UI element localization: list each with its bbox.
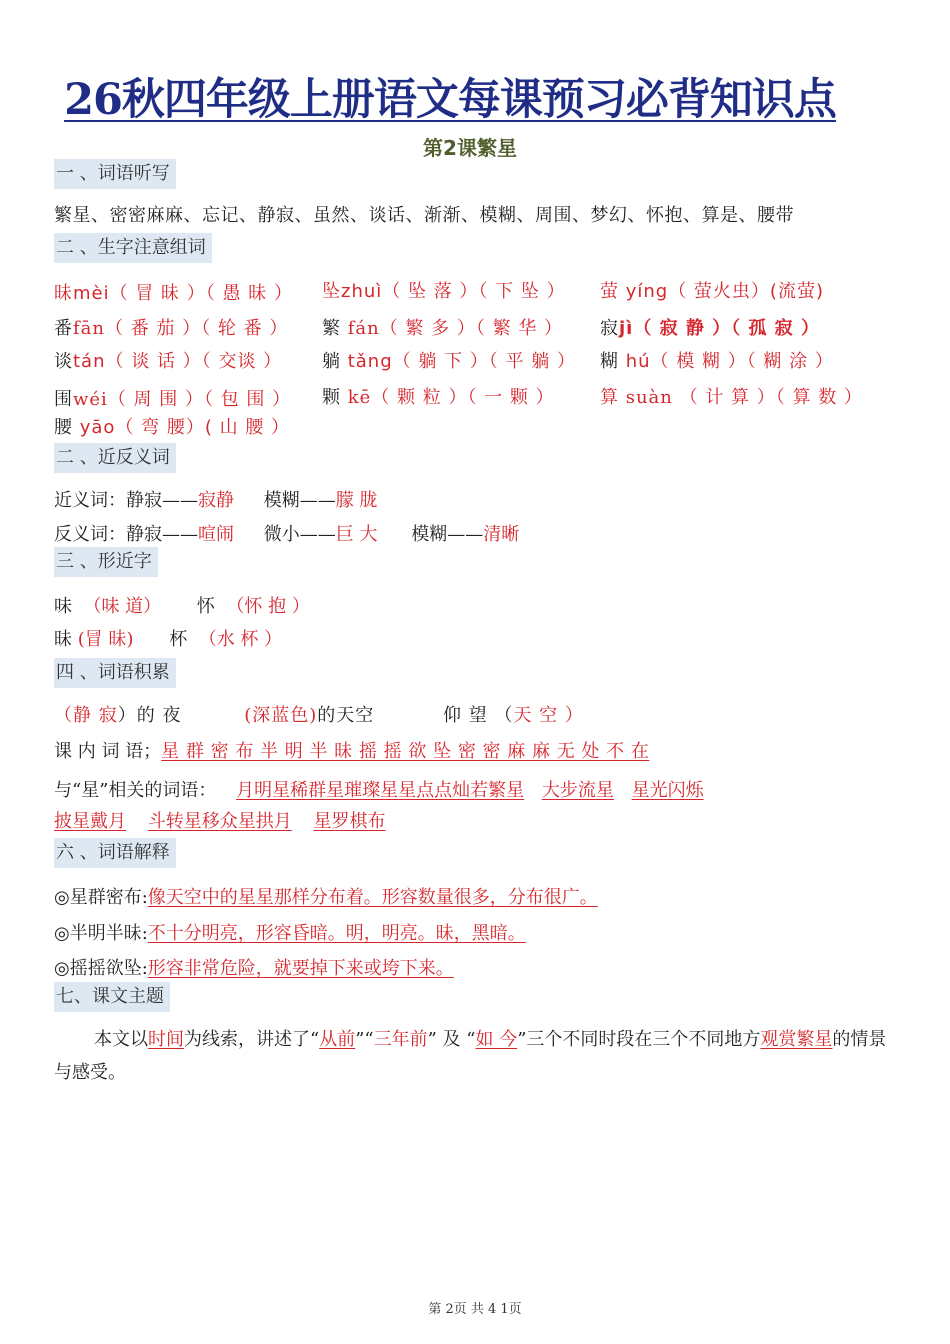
star-word: 斗转星移众星拱月 — [147, 811, 292, 832]
page-title: 26秋四年级上册语文每课预习必背知识点 — [64, 75, 836, 125]
char: 怀 — [196, 596, 215, 617]
char: 味 — [54, 596, 72, 617]
char-words: kē（ 颗 粒 ）（ 一 颗 ） — [341, 387, 555, 408]
section-heading-accumulation: 四 、词语积累 — [54, 658, 176, 688]
accum-row-inclass — [54, 737, 649, 763]
char-item-fan — [54, 314, 288, 340]
star-word: 月明星稀群星璀璨星星点点灿若繁星 — [236, 780, 525, 801]
term: ◎摇摇欲坠: — [54, 958, 148, 979]
section-heading-dictation: 一 、词语听写 — [54, 159, 176, 189]
page-footer: 第 2页 共 4 1页 — [428, 1302, 522, 1317]
char: 番 — [54, 318, 73, 339]
explain-item — [54, 883, 598, 909]
word: (冒 昧) — [77, 629, 134, 650]
char-item-wei — [54, 385, 291, 411]
char: 繁 — [322, 318, 341, 339]
text: ）的 夜 — [117, 705, 182, 726]
inclass-words: 星 群 密 布 半 明 半 昧 摇 摇 欲 坠 密 密 麻 麻 无 处 不 在 — [161, 741, 650, 762]
antonyms-label: 反义词： — [54, 524, 126, 545]
synonyms-row — [54, 486, 377, 512]
char-item-yao — [54, 413, 290, 439]
char-item-ying: 萤 yíng（ 萤火虫）(流萤) — [600, 281, 824, 302]
star-word: 星罗棋布 — [313, 811, 386, 832]
explain-item — [54, 954, 454, 980]
char-item-ke — [322, 383, 555, 409]
similar-row-2 — [54, 625, 282, 651]
word: 模糊—— — [263, 490, 336, 511]
text: ） — [558, 705, 584, 726]
char: 寂 — [600, 318, 619, 339]
section-heading-explanation: 六 、词语解释 — [54, 838, 176, 868]
char-words: jì（ 寂 静 ）（ 孤 寂 ） — [619, 318, 820, 339]
word: （水 杯 ） — [198, 629, 283, 650]
char-item-zhui: 坠zhuì（ 坠 落 ）（ 下 坠 ） — [322, 281, 566, 302]
antonyms-row — [54, 520, 519, 546]
char: 颗 — [322, 387, 341, 408]
char-words: wéi（ 周 围 ）（ 包 围 ） — [73, 389, 292, 410]
word: （味 道） — [83, 596, 162, 617]
char-words: fán（ 繁 多 ）（ 繁 华 ） — [341, 318, 564, 339]
answer: 清晰 — [483, 524, 520, 545]
char: 糊 — [600, 351, 619, 372]
term: ◎星群密布: — [54, 887, 148, 908]
word: （怀 抱 ） — [226, 596, 310, 617]
char-words: tǎng（ 躺 下 ）（ 平 躺 ） — [341, 351, 576, 372]
char-words: tán（ 谈 话 ）（ 交谈 ） — [73, 351, 283, 372]
word: 微小—— — [263, 524, 336, 545]
char-words: suàn （ 计 算 ）（ 算 数 ） — [619, 387, 863, 408]
answer: 天 空 — [513, 705, 559, 726]
section-heading-similar-chars: 三 、形近字 — [54, 547, 158, 577]
char-item-tang — [322, 347, 576, 373]
char-item-ji — [600, 314, 820, 340]
accum-row-1 — [54, 701, 584, 727]
definition: 像天空中的星星那样分布着。形容数量很多，分布很广。 — [147, 887, 598, 908]
char-item-fan2 — [322, 314, 563, 340]
accum-row-star — [54, 776, 704, 802]
section-heading-new-chars: 二 、生字注意组词 — [54, 233, 212, 263]
similar-row-1 — [54, 592, 310, 618]
char: 腰 — [54, 417, 73, 438]
answer: 静 寂 — [73, 705, 118, 726]
char-item-mei: 昧mèi（ 冒 昧 ）（ 愚 昧 ） — [54, 283, 293, 304]
char-item-hu — [600, 347, 834, 373]
answer: 寂静 — [198, 490, 234, 511]
char-words: hú（ 模 糊 ）（ 糊 涂 ） — [619, 351, 834, 372]
char: 算 — [600, 387, 619, 408]
accum-row-star-2 — [54, 807, 385, 833]
char: 谈 — [54, 351, 73, 372]
text: （ — [54, 705, 73, 726]
star-word: 大步流星 — [541, 780, 614, 801]
answer: 巨 大 — [335, 524, 378, 545]
star-label: 与“星”相关的词语： — [54, 780, 217, 801]
text: 仰 望 （ — [442, 705, 514, 726]
definition: 形容非常危险，就要掉下来或垮下来。 — [147, 958, 454, 979]
dictation-words: 繁星、密密麻麻、忘记、静寂、虽然、谈话、渐渐、模糊、周围、梦幻、怀抱、算是、腰带 — [54, 205, 794, 226]
answer: (深蓝色) — [244, 705, 318, 726]
char-words: yāo（ 弯 腰）( 山 腰 ） — [73, 417, 291, 438]
theme-paragraph: 本文以时间为线索，讲述了“从前”“三年前” 及 “如 今”三个不同时段在三个不同地方观赏繁星的情景与感受。 — [54, 1029, 887, 1083]
char-words: fān（ 番 茄 ）（ 轮 番 ） — [73, 318, 289, 339]
char-item-suan — [600, 383, 863, 409]
char: 躺 — [322, 351, 341, 372]
word: 静寂—— — [126, 524, 198, 545]
definition: 不十分明亮，形容昏暗。明，明亮。昧，黑暗。 — [147, 923, 526, 944]
answer: 喧闹 — [198, 524, 234, 545]
char-item-tan — [54, 347, 282, 373]
explain-item — [54, 919, 526, 945]
star-word: 星光闪烁 — [631, 780, 704, 801]
lesson-title: 第2课繁星 — [423, 136, 517, 160]
section-heading-synonyms: 二 、近反义词 — [54, 443, 176, 473]
answer: 朦 胧 — [335, 490, 378, 511]
synonyms-label: 近义词： — [54, 490, 126, 511]
term: ◎半明半昧: — [54, 923, 148, 944]
star-word: 披星戴月 — [54, 811, 126, 832]
word: 静寂—— — [126, 490, 198, 511]
inclass-label: 课 内 词 语； — [54, 741, 162, 762]
char: 围 — [54, 389, 73, 410]
char: 杯 — [169, 629, 188, 650]
char: 昧 — [54, 629, 72, 650]
text: 的天空 — [317, 705, 375, 726]
section-heading-theme: 七、课文主题 — [54, 982, 170, 1012]
word: 模糊—— — [411, 524, 484, 545]
